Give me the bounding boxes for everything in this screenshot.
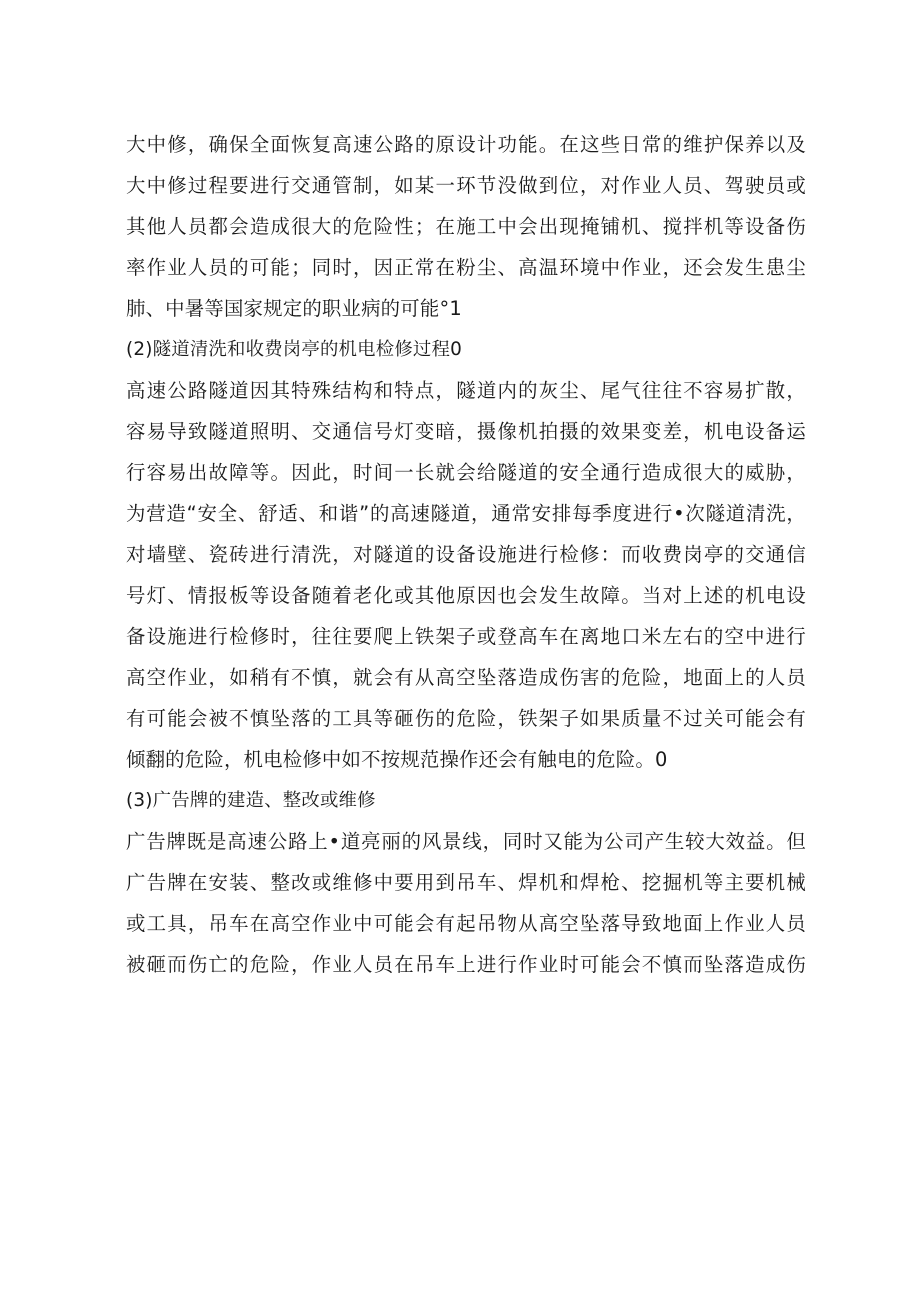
body-line: 对墙壁、瓷砖进行清洗，对隧道的设备设施进行检修：而收费岗亭的交通信: [126, 543, 806, 566]
body-line: 倾翻的危险，机电检修中如不按规范操作还会有触电的危险。0: [126, 748, 668, 771]
body-line: 高速公路隧道因其特殊结构和特点，隧道内的灰尘、尾气往往不容易扩散，: [126, 379, 806, 402]
body-line: 高空作业，如稍有不慎，就会有从高空坠落造成伤害的危险，地面上的人员: [126, 666, 806, 689]
body-line: 广告牌既是高速公路上•道亮丽的风景线，同时又能为公司产生较大效益。但: [126, 830, 806, 853]
body-line: 其他人员都会造成很大的危险性；在施工中会出现掩铺机、搅拌机等设备伤: [126, 215, 806, 238]
body-line: 为营造“安全、舒适、和谐”的高速隧道，通常安排每季度进行•次隧道清洗，: [126, 502, 806, 525]
body-line: 容易导致隧道照明、交通信号灯变暗，摄像机拍摄的效果变差，机电设备运: [126, 420, 806, 443]
section-heading: (2)隧道清洗和收费岗亭的机电检修过程0: [126, 339, 463, 360]
body-line: 肺、中暑等国家规定的职业病的可能°1: [126, 297, 462, 320]
body-line: 率作业人员的可能；同时，因正常在粉尘、高温环境中作业，还会发生患尘: [126, 256, 806, 279]
body-line: 被砸而伤亡的危险，作业人员在吊车上进行作业时可能会不慎而坠落造成伤: [126, 953, 806, 976]
body-line: 广告牌在安装、整改或维修中要用到吊车、焊机和焊枪、挖掘机等主要机械: [126, 871, 806, 894]
body-line: 或工具，吊车在高空作业中可能会有起吊物从高空坠落导致地面上作业人员: [126, 912, 806, 935]
body-line: 号灯、情报板等设备随着老化或其他原因也会发生故障。当对上述的机电设: [126, 584, 806, 607]
document-body: [126, 124, 806, 985]
body-line: 大中修，确保全面恢复高速公路的原设计功能。在这些日常的维护保养以及: [126, 133, 806, 156]
body-line: 备设施进行检修时，往往要爬上铁架子或登高车在离地口米左右的空中进行: [126, 625, 806, 648]
body-line: 大中修过程要进行交通管制，如某一环节没做到位，对作业人员、驾驶员或: [126, 174, 806, 197]
body-line: 有可能会被不慎坠落的工具等砸伤的危险，铁架子如果质量不过关可能会有: [126, 707, 806, 730]
body-line: 行容易出故障等。因此，时间一长就会给隧道的安全通行造成很大的威胁，: [126, 461, 806, 484]
section-heading: (3)广告牌的建造、整改或维修: [126, 790, 376, 811]
